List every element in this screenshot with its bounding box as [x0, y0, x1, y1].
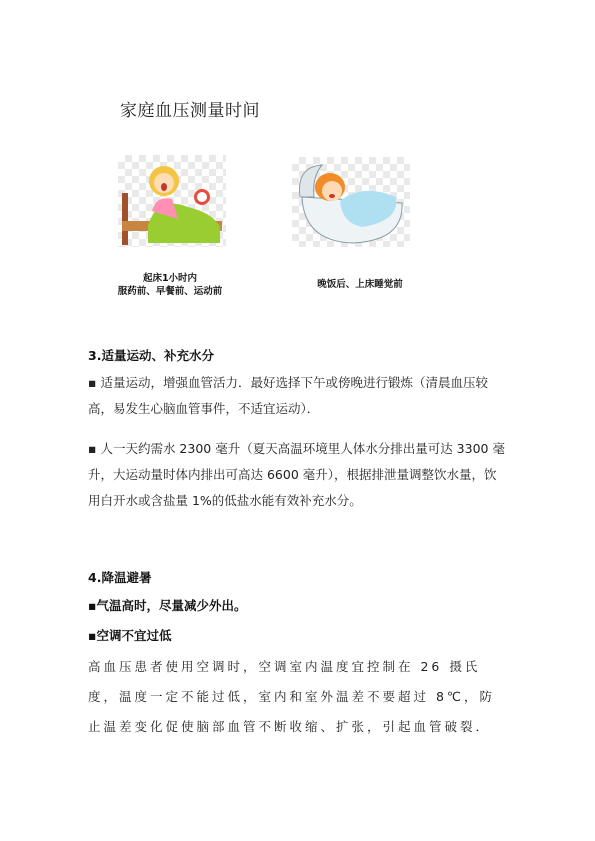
- wake-up-caption: 起床1小时内 服药前、早餐前、运动前: [117, 273, 223, 297]
- wake-up-illustration: [118, 155, 226, 247]
- section3-heading: 3.适量运动、补充水分: [88, 348, 214, 363]
- bedtime-caption: 晚饭后、上床睡觉前: [317, 279, 403, 290]
- section3-bullet-2: ▪ 人一天约需水 2300 毫升（夏天高温环境里人体水分排出量可达 3300 毫升，大运动量时体内排出可高达 6600 毫升），根据排泄量调整饮水量，饮用白开水或含盐量 1%的低盐水能有效补充水分。: [88, 441, 505, 508]
- section4-bullet-2: ▪空调不宜过低: [88, 628, 172, 643]
- girl-waking-icon: [118, 155, 226, 247]
- section4-paragraph: 高血压患者使用空调时，空调室内温度宜控制在 26 摄氏度，温度一定不能过低，室内和室外温差不要超过 8℃，防止温差变化促使脑部血管不断收缩、扩张，引起血管破裂．: [88, 659, 495, 734]
- child-sleeping-icon: [292, 157, 410, 247]
- section4-heading: 4.降温避暑: [88, 570, 152, 585]
- section4-bullet-1: ▪气温高时，尽量减少外出。: [88, 598, 247, 613]
- bedtime-illustration: [292, 157, 410, 247]
- section3-bullet-1: ▪ 适量运动，增强血管活力．最好选择下午或傍晚进行锻炼（清晨血压较高，易发生心脑血管事件，不适宜运动）．: [88, 375, 488, 416]
- page-title: 家庭血压测量时间: [120, 101, 260, 121]
